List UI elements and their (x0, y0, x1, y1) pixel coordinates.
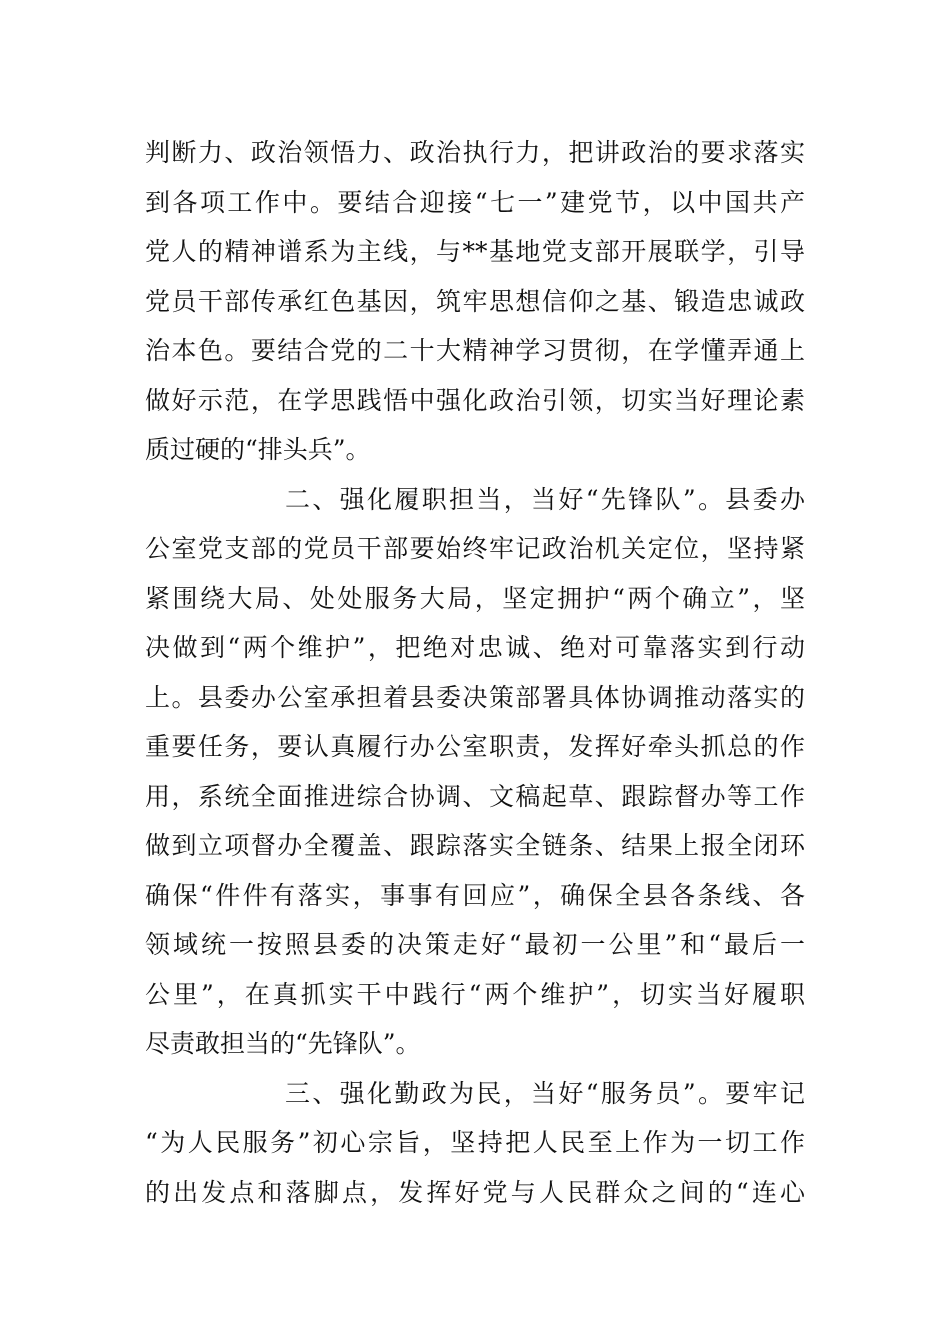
paragraph-2-line-7: 用，系统全面推进综合协调、文稿起草、跟踪督办等工作 (145, 782, 805, 811)
paragraph-2-heading-line: 二、强化履职担当，当好“先锋队”。县委办 (285, 485, 805, 514)
paragraph-2-line-5: 上。县委办公室承担着县委决策部署具体协调推动落实的 (145, 683, 805, 712)
paragraph-1-line-6: 做好示范，在学思践悟中强化政治引领，切实当好理论素 (145, 386, 805, 415)
paragraph-1-line-2: 到各项工作中。要结合迎接“七一”建党节，以中国共产 (145, 188, 805, 217)
paragraph-2-line-9: 确保“件件有落实，事事有回应”，确保全县各条线、各 (145, 881, 805, 910)
paragraph-1-line-1: 判断力、政治领悟力、政治执行力，把讲政治的要求落实 (145, 138, 805, 167)
paragraph-2-line-4: 决做到“两个维护”，把绝对忠诚、绝对可靠落实到行动 (145, 633, 805, 662)
paragraph-2-line-6: 重要任务，要认真履行办公室职责，发挥好牵头抓总的作 (145, 732, 805, 761)
paragraph-2-line-3: 紧围绕大局、处处服务大局，坚定拥护“两个确立”，坚 (145, 584, 805, 613)
paragraph-3-line-3: 的出发点和落脚点，发挥好党与人民群众之间的“连心 (145, 1178, 805, 1207)
paragraph-1-line-4: 党员干部传承红色基因，筑牢思想信仰之基、锻造忠诚政 (145, 287, 805, 316)
paragraph-3-line-2: “为人民服务”初心宗旨，坚持把人民至上作为一切工作 (145, 1128, 805, 1157)
paragraph-2-line-11: 公里”，在真抓实干中践行“两个维护”，切实当好履职 (145, 980, 805, 1009)
paragraph-1-line-3: 党人的精神谱系为主线，与**基地党支部开展联学，引导 (145, 237, 805, 266)
paragraph-2-line-10: 领域统一按照县委的决策走好“最初一公里”和“最后一 (145, 930, 805, 959)
paragraph-1-line-5: 治本色。要结合党的二十大精神学习贯彻，在学懂弄通上 (145, 336, 805, 365)
paragraph-1-line-7: 质过硬的“排头兵”。 (145, 435, 371, 464)
paragraph-2-line-12: 尽责敢担当的“先锋队”。 (145, 1029, 421, 1058)
paragraph-2-line-2: 公室党支部的党员干部要始终牢记政治机关定位，坚持紧 (145, 534, 805, 563)
paragraph-3-heading-line: 三、强化勤政为民，当好“服务员”。要牢记 (285, 1079, 805, 1108)
paragraph-2-line-8: 做到立项督办全覆盖、跟踪落实全链条、结果上报全闭环 (145, 831, 805, 860)
